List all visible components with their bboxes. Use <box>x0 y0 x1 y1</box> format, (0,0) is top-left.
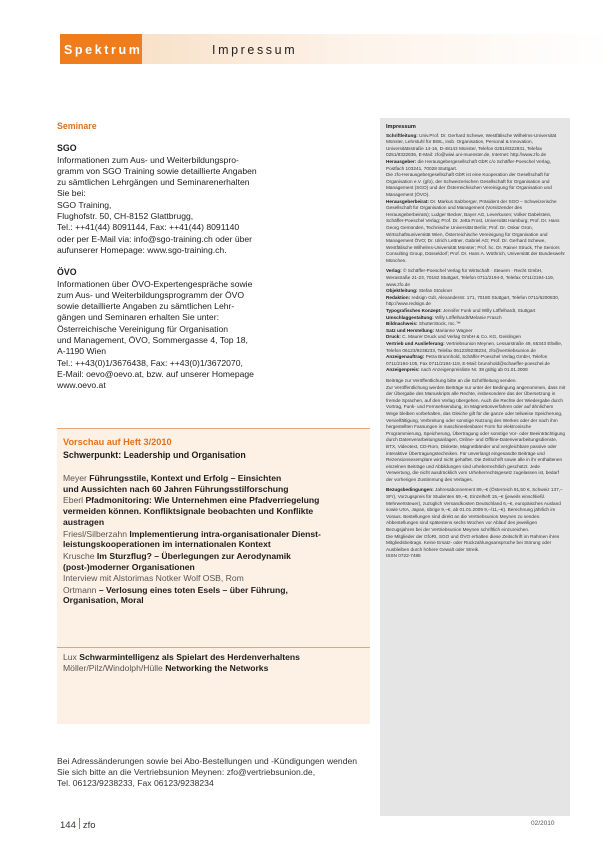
preview-item <box>63 663 367 674</box>
impressum-body: Willy Löffelhardt/Melanie Frasch <box>434 314 502 320</box>
preview-item-title: Führungsstile, Kontext und Erfolg – Einsichten und Aussichten nach 60 Jahren Führungsstilforschung <box>63 473 289 494</box>
seminare-heading: Seminare <box>57 121 97 131</box>
preview-item <box>63 652 367 663</box>
impressum-label: Herausgeberbeirat: <box>386 198 431 204</box>
preview-item <box>63 585 367 607</box>
impressum-paragraph <box>386 321 566 328</box>
sgo-heading: SGO <box>57 143 77 154</box>
preview-item <box>63 573 367 584</box>
impressum-body: Beiträge zur Veröffentlichung bitte an die Schriftleitung senden. <box>386 377 517 383</box>
preview-item-title: Networking the Networks <box>165 663 269 674</box>
impressum-paragraph <box>386 288 566 295</box>
impressum-paragraph <box>386 378 566 385</box>
oevo-text: Informationen über ÖVO-Expertengespräche sowie zum Aus- und Weiterbildungsprogramm der ÖVO sowie detaillierte Angaben zu sämtlichen Lehr- gängen und Seminaren erhalten Sie unter: Österreichische Vereinigung für Organisation und Management, ÖVO, Sommergasse 4, Top 18, A-1190 Wien Tel.: ++43(0)1/3676438, Fax: ++43(0)1/3672070, E-Mail: oevo@oevo.at, bzw. auf unserer Homepage www.oevo.at <box>57 278 254 391</box>
impressum-label: Redaktion: <box>386 294 412 300</box>
impressum-body: Zur Veröffentlichung werden Beiträge nur unter der Bedingung angenommen, dass mit der Übergabe des Manuskripts alle Rechte, insbesondere das der Übersetzung in fremde Sprachen, auf den Verlag übergehen. Auch die Rechte der Wiedergabe durch Vortrag, Funk- und Fernsehsendung, im Magnettonverfahren oder auf ähnlichem Wege bleiben vorbehalten, das Gleiche gilt für die ganze oder teilweise Speicherung, Vervielfältigung, Verbreitung oder sonstige Nutzung des Werkes oder der nach ihm hergestellten Fassungen in maschinenlesbarer Form für elektronische Programmierung, Speicherung, Übertragung oder sonstige Vor- oder Beeinträchtigung durch Datenverarbeitungsanlagen, Online- und Offline-Datenverarbeitungsdienste, BTX, Videotext, CD-Rom, Diskette, Magnetbänder und vergleichbare passive oder interaktive Übertragungstechniken. Für unverlangt eingesandte Beiträge und Rezensionsexemplare wird nicht gehaftet. Die Zeitschrift sowie alle in ihr enthaltenen einzelnen Beiträge und Abbildungen sind urheberrechtlich geschützt. Jede Verwertung, die nicht ausdrücklich vom Urheberrechtsgesetz zugelassen ist, bedarf der vorherigen Zustimmung des Verlages. <box>386 384 566 482</box>
impressum-label: Verlag: <box>386 268 403 274</box>
impressum-body: Vertriebsunion Meynen, Lessarstraße 49, 65343 Eltville, Telefon 06123/9238233, Telefax 06123/9238234, zfo@vertriebsunion.de <box>386 341 563 353</box>
impressum-paragraph <box>386 334 566 341</box>
preview-item-title: Schwarmintelligenz als Spielart des Herdenverhaltens <box>79 652 300 662</box>
footer-left <box>60 818 96 831</box>
preview-list-secondary <box>63 652 367 675</box>
impressum-paragraph <box>386 328 566 335</box>
impressum-body: redsign GdI, Alexanderstr. 171, 70180 Stuttgart, Telefon 0711/6200830, http://www.redsign.de <box>386 294 560 307</box>
impressum-body: nach Anzeigenpreisliste Nr. 38 gültig ab 01.01.2008 <box>420 367 528 373</box>
seminare-block <box>57 121 369 392</box>
preview-box <box>57 428 370 724</box>
impressum-body: ShutterStock, Inc.™ <box>418 321 461 327</box>
impressum-paragraph <box>386 354 566 367</box>
impressum-body: Petra Brunnhold, Schäffer-Poeschel Verlag GmbH, Telefon 0711/2194-105, Fax 0711/2194-119, E-Mail: brunnhold@schaeffer-poeschel.de <box>386 354 550 366</box>
page-number: 144 <box>60 820 76 831</box>
preview-divider <box>57 647 370 648</box>
section-label: Spektrum <box>64 43 143 57</box>
impressum-body: Dr. Markus Salzberger, Präsident der SGO – Schweizerische Gesellschaft für Organisation und Management (Vorsitzender des Herausgeberbeirats); Ludger Becker, Bayer AG, Leverkusen; Volker Dabelstein, Schäffer-Poeschel Verlag; Prof. Dr. Jetta Frost, Universität Hamburg; Prof. Dr. Hans Georg Gemünden, Technische Universität Berlin; Prof. Dr. Oskar Grün, Wirtschaftsuniversität Wien, Österreichische Vereinigung für Organisation und Management ÖVO; Dr. Ulrich Lettner, Gabriel AG; Prof. Dr. Gerhard Schewe, Westfälische Wilhelms-Universität Münster; Prof. hc. Dr. Rainer Struck, The Seniors Consulting Group, Düsseldorf; Prof. Dr. Hans A. Wüthrich, Universität der Bundeswehr München. <box>386 198 565 263</box>
preview-item-author: Meyer <box>63 473 87 483</box>
impressum-body: © Schäffer-Poeschel Verlag für Wirtschaft · Steuern · Recht GmbH, Werastraße 21-23, 70182 Stuttgart, Telefon 0711/2194-0, Telefax 0711/2194-119, www.zfo.de <box>386 268 555 287</box>
impressum-paragraph <box>386 534 566 554</box>
impressum-label: Vertrieb und Auslieferung: <box>386 341 446 346</box>
preview-title: Vorschau auf Heft 3/2010 <box>63 437 172 447</box>
impressum-paragraph <box>386 341 566 354</box>
issue-number: 02/2010 <box>531 820 555 827</box>
impressum-body: Jennifer Funk und Willy Löffelhardt, Stuttgart <box>442 308 536 314</box>
impressum-paragraph <box>386 553 566 560</box>
preview-item-title: Pfadmonitoring: Wie Unternehmen eine Pfadverriegelung vermeiden können. Konfliktsignale beobachten und Konflikte austragen <box>63 495 320 528</box>
impressum-body: Marianne Wagner <box>435 327 473 333</box>
impressum-body: Die zfo-Herausgebergesellschaft GbR ist eine Kooperation der Gesellschaft für Organisation e.V. (gfo), der Schweizerischen Gesellschaft für Organisation und Management (SGO) und der Österreichischen Vereinigung für Organisation und Management (ÖVO). <box>386 172 552 197</box>
impressum-body: C. Maurer Druck und Verlag GmbH & Co. KG, Geislingen <box>402 334 521 340</box>
address-change-note: Bei Adressänderungen sowie bei Abo-Bestellungen und -Kündigungen wenden Sie sich bitte an die Vertriebsunion Meynen: zfo@vertriebsunion.de, Tel. 06123/9238233, Fax 06123/9238234 <box>57 756 358 788</box>
impressum-label: Herausgeber: <box>386 158 418 164</box>
impressum-paragraph <box>386 159 566 172</box>
impressum-box <box>380 118 570 816</box>
page-title: Impressum <box>212 43 298 57</box>
impressum-label: Anzeigenpreis: <box>386 367 421 373</box>
preview-item-author: Friesl/Silberzahn <box>63 528 127 539</box>
preview-item <box>63 473 367 495</box>
impressum-label: Objektleitung: <box>386 288 419 294</box>
preview-list <box>63 473 367 607</box>
impressum-body: Stefan Stöckner <box>418 288 453 294</box>
preview-item <box>63 551 367 573</box>
impressum-paragraph <box>386 268 566 288</box>
impressum-paragraph <box>386 308 566 315</box>
impressum-paragraph <box>386 487 566 533</box>
impressum-paragraph <box>386 367 566 374</box>
impressum-label: Bezugsbedingungen: <box>386 487 435 493</box>
preview-item-author: Eberl <box>63 495 84 506</box>
impressum-paragraph <box>386 315 566 322</box>
impressum-body: Jahresabonnement 89,–€ (Österreich 91,50 €, Schweiz 137,– SFr), Vorzugspreis für Studenten 69,–€, Einzelheft 15,–€ (jeweils einschließl. Mehrwertsteuer), zuzüglich Versandkosten Deutschland 6,–€, europäisches Ausland sowie USA, Japan, übrige 9,–€, ab 01.01.2009 9,–/11,–€). Berechnung jährlich im Voraus. Bestellungen sind direkt an die Vertriebsunion Meynen zu senden. Abbestellungen sind spätestens sechs Wochen vor Ablauf des jeweiligen Bezugsjahres bei der Vertriebsunion Meynen schriftlich einzureichen. <box>386 487 563 533</box>
impressum-label: Bildnachweis: <box>386 321 419 327</box>
oevo-heading: ÖVO <box>57 267 77 278</box>
preview-item-author: Interview mit Alstorimas Notker Wolf OSB, Rom <box>63 573 244 584</box>
impressum-body: die Herausgebergesellschaft GbR c/o Schäffer-Poeschel Verlag, Postfach 103241, 70028 Stuttgart. <box>386 158 551 171</box>
impressum-label: Anzeigenauftrag: <box>386 354 426 360</box>
header-section-tab <box>60 34 142 64</box>
impressum-text <box>386 124 566 564</box>
impressum-title: Impressum <box>386 124 416 130</box>
preview-item <box>63 529 367 551</box>
footer-divider <box>79 818 80 829</box>
preview-item-author: Krusche <box>63 550 95 561</box>
sgo-text: Informationen zum Aus- und Weiterbildungspro- gramm von SGO Training sowie detaillierte Angaben zu sämtlichen Lehrgängen und Seminarenerhalten Sie bei: SGO Training, Flughofstr. 50, CH-8152 Glattbrugg, Tel.: ++41(44) 8091144, Fax: ++41(44) 8091140 oder per E-Mail via: info@sgo-training.ch oder über aufunserer Homepage: www.sgo-training.ch. <box>57 154 257 255</box>
preview-item-author: Ortmann <box>63 584 97 595</box>
page-header <box>60 34 612 64</box>
preview-subtitle: Schwerpunkt: Leadership und Organisation <box>63 450 246 460</box>
impressum-label: Umschlaggestaltung: <box>386 314 435 320</box>
impressum-body: Univ.Prof. Dr. Gerhard Schewe, Westfälische Wilhelms-Universität Münster, Lehrstuhl für BWL, insb. Organisation, Personal & Innovation, Universitätsstraße 14-16, D-48143 Münster, Telefon 0251/8322831, Telefax 0251/8322836, E-Mail: zfo@wiwi.uni-muenster.de, Internet: http://www.zfo.de <box>386 132 557 158</box>
impressum-paragraph <box>386 199 566 265</box>
impressum-label: Schriftleitung: <box>386 132 420 138</box>
impressum-body: ISSN 0722-7485 <box>386 553 421 559</box>
impressum-paragraph <box>386 172 566 198</box>
impressum-body: Die Mitglieder der GfoRI, SGO und ÖVO erhalten diese Zeitschrift im Rahmen ihres Mitgliedsbeitrags. Keine Ersatz- oder Rückzahlungsansprüche bei Störung oder Ausbleiben durch höhere Gewalt oder Streik. <box>386 533 560 552</box>
preview-item-author: Lux <box>63 652 77 662</box>
preview-item-title: Im Sturzflug? – Überlegungen zur Aerodynamik (post-)moderner Organisationen <box>63 550 291 572</box>
preview-item <box>63 495 367 528</box>
journal-name: zfo <box>82 820 96 831</box>
impressum-label: Typografisches Konzept: <box>386 308 443 314</box>
impressum-paragraph <box>386 133 566 159</box>
impressum-label: Druck: <box>386 334 403 340</box>
impressum-paragraph <box>386 385 566 484</box>
preview-item-author: Möller/Pilz/Windolph/Hülle <box>63 663 163 674</box>
preview-item-title: – Verlosung eines toten Esels – über Führung, Organisation, Moral <box>63 584 288 606</box>
impressum-label: Satz und Herstellung: <box>386 327 436 333</box>
impressum-paragraph <box>386 295 566 308</box>
preview-item-title: Implementierung intra-organisationaler Dienst- leistungskooperationen im internationalen Kontext <box>63 528 321 550</box>
